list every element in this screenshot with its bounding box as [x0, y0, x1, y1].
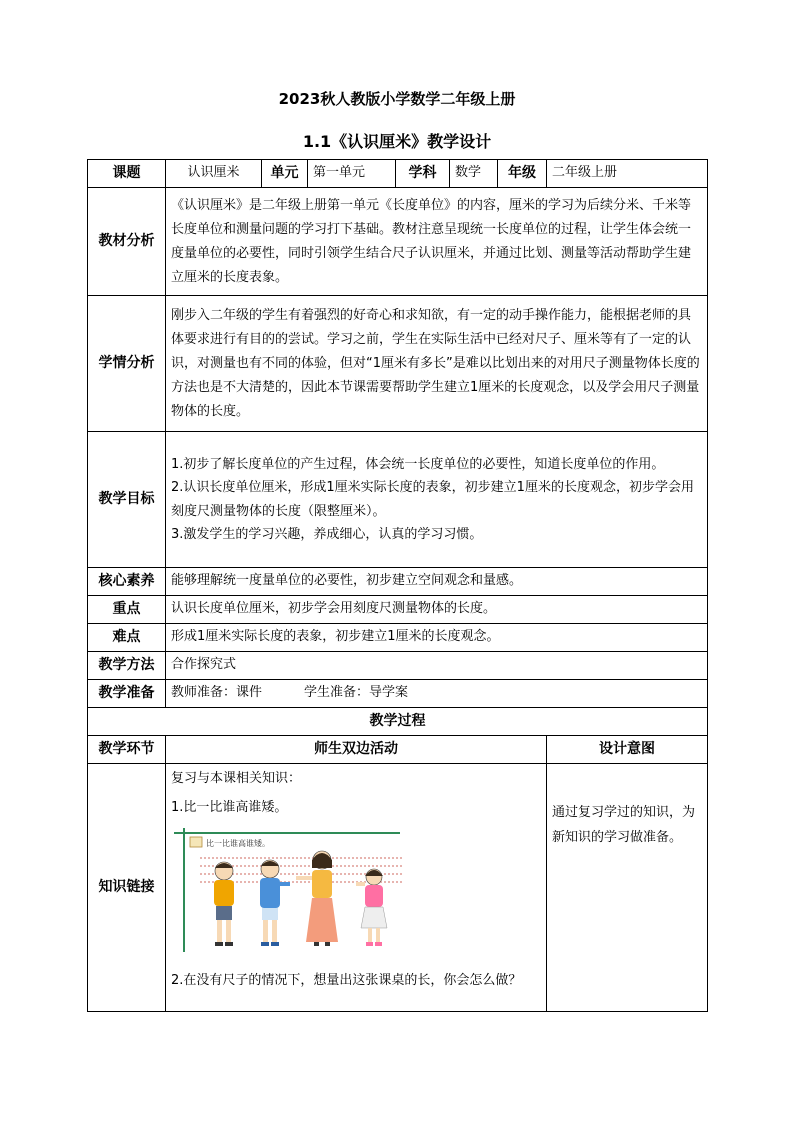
grade-value: 二年级上册 [547, 160, 708, 188]
illustration-caption: 比一比谁高谁矮。 [206, 839, 270, 848]
prep-text [166, 680, 708, 708]
student-label: 学情分析 [88, 296, 166, 432]
knowledge-link-row [88, 764, 708, 1012]
lesson-plan-table [87, 159, 708, 1012]
core-text: 能够理解统一度量单位的必要性，初步建立空间观念和量感。 [166, 568, 708, 596]
col-activity: 师生双边活动 [166, 736, 547, 764]
subject-label: 学科 [396, 160, 450, 188]
prep-row [88, 680, 708, 708]
goals-list [166, 432, 708, 568]
col-stage: 教学环节 [88, 736, 166, 764]
unit-value: 第一单元 [308, 160, 396, 188]
student-text: 刚步入二年级的学生有着强烈的好奇心和求知欲，有一定的动手操作能力，能根据老师的具体要求进行有目的的尝试。学习之前，学生在实际生活中已经对尺子、厘米等有了一定的认识，对测量也有不同的体验，但对“1厘米有多长”是难以比划出来的对用尺子测量物体长度的方法也是不大清楚的，因此本节课需要帮助学生建立1厘米的长度观念，以及学会用尺子测量物体的长度。 [166, 296, 708, 432]
intent-cell: 通过复习学过的知识，为新知识的学习做准备。 [547, 764, 708, 1012]
lesson-title: 1.1《认识厘米》教学设计 [302, 132, 492, 151]
grade-label: 年级 [498, 160, 547, 188]
method-text: 合作探究式 [166, 652, 708, 680]
goal-item: 1.初步了解长度单位的产生过程，体会统一长度单位的必要性，知道长度单位的作用。 [171, 456, 665, 472]
prep-student: 学生准备：导学案 [304, 685, 409, 701]
info-row [88, 160, 708, 188]
difficult-text: 形成1厘米实际长度的表象，初步建立1厘米的长度观念。 [166, 624, 708, 652]
subject-value: 数学 [450, 160, 498, 188]
method-row [88, 652, 708, 680]
col-intent: 设计意图 [547, 736, 708, 764]
process-header-row [88, 708, 708, 736]
goal-item: 3.激发学生的学习兴趣，养成细心，认真的学习习惯。 [171, 527, 483, 542]
activity-item-1: 1.比一比谁高谁矮。 [171, 799, 288, 815]
stage-label: 知识链接 [88, 764, 166, 1012]
activity-item-2: 2.在没有尺子的情况下，想量出这张课桌的长，你会怎么做？ [171, 972, 522, 988]
textbook-label: 教材分析 [88, 188, 166, 296]
topic-value: 认识厘米 [166, 160, 262, 188]
goals-label: 教学目标 [88, 432, 166, 568]
activity-cell [166, 764, 547, 1012]
prep-label: 教学准备 [88, 680, 166, 708]
process-header: 教学过程 [88, 708, 708, 736]
height-comparison-image [172, 824, 412, 956]
review-title: 复习与本课相关知识： [171, 771, 302, 786]
core-label: 核心素养 [88, 568, 166, 596]
difficult-label: 难点 [88, 624, 166, 652]
textbook-row [88, 188, 708, 296]
goals-row [88, 432, 708, 568]
key-label: 重点 [88, 596, 166, 624]
student-row [88, 296, 708, 432]
height-comparison-illustration [172, 824, 541, 965]
topic-label: 课题 [88, 160, 166, 188]
goal-item: 2.认识长度单位厘米，形成1厘米实际长度的表象，初步建立1厘米的长度观念，初步学会用刻度尺测量物体的长度（限整厘米）。 [171, 480, 694, 519]
process-columns-row [88, 736, 708, 764]
method-label: 教学方法 [88, 652, 166, 680]
textbook-text: 《认识厘米》是二年级上册第一单元《长度单位》的内容，厘米的学习为后续分米、千米等长度单位和测量问题的学习打下基础。教材注意呈现统一长度单位的过程，让学生体会统一度量单位的必要性，同时引领学生结合尺子认识厘米，并通过比划、测量等活动帮助学生建立厘米的长度表象。 [166, 188, 708, 296]
key-row [88, 596, 708, 624]
document-title: 2023秋人教版小学数学二年级上册 [278, 90, 516, 108]
core-row [88, 568, 708, 596]
prep-teacher: 教师准备：课件 [171, 685, 263, 701]
key-text: 认识长度单位厘米，初步学会用刻度尺测量物体的长度。 [166, 596, 708, 624]
difficult-row [88, 624, 708, 652]
unit-label: 单元 [262, 160, 308, 188]
